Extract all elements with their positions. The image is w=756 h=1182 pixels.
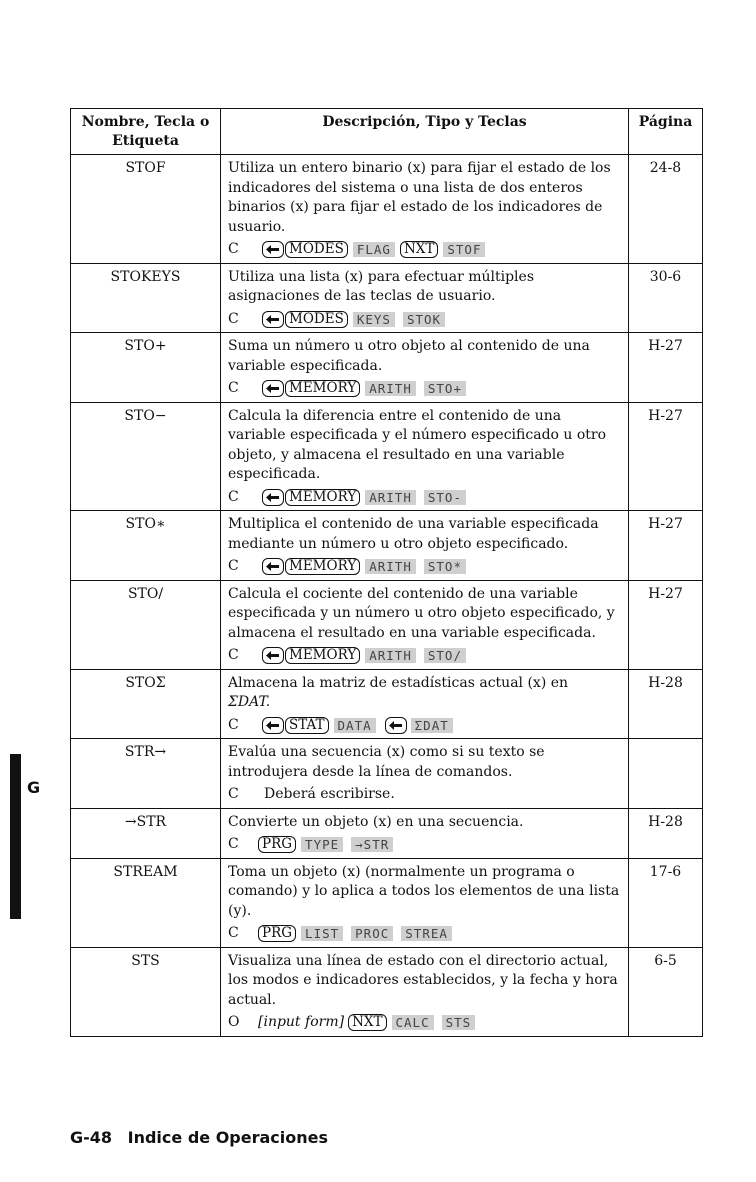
operation-description: Utiliza una lista (x) para efectuar múltiples asignaciones de las teclas de usuario.: [228, 268, 534, 304]
operation-description: Multiplica el contenido de una variable especificada mediante un número u otro objeto especificado.: [228, 516, 599, 552]
table-row: [71, 739, 703, 809]
operation-description-cell: [221, 947, 629, 1036]
operation-description-cell: [221, 580, 629, 669]
header-name: Nombre, Tecla o Etiqueta: [71, 109, 221, 155]
operation-name: STO+: [71, 333, 221, 403]
operation-description-cell: [221, 808, 629, 858]
operation-description-cell: [221, 402, 629, 511]
menu-softkey: ARITH: [365, 490, 416, 505]
operation-name: STO∗: [71, 511, 221, 581]
operation-name: STOΣ: [71, 669, 221, 739]
menu-softkey: ΣDAT: [411, 718, 453, 733]
page-reference: 30-6: [629, 263, 703, 333]
operation-description: Utiliza un entero binario (x) para fijar el estado de los indicadores del sistema o una lista de dos enteros binarios (x) para fijar el estado de los indicadores de usuario.: [228, 160, 611, 235]
left-shift-key-icon: [262, 311, 284, 328]
page-reference: H-27: [629, 402, 703, 511]
calculator-key: MEMORY: [285, 558, 360, 575]
calculator-key: STAT: [285, 717, 329, 734]
table-header-row: [71, 109, 703, 155]
left-shift-key-icon: [262, 380, 284, 397]
menu-softkey: STREA: [401, 926, 452, 941]
page-reference: H-27: [629, 333, 703, 403]
operation-type: C: [228, 310, 239, 327]
operation-description-cell: [221, 155, 629, 264]
left-shift-key-icon: [262, 241, 284, 258]
operation-description-cell: [221, 333, 629, 403]
menu-softkey: ARITH: [365, 648, 416, 663]
operation-description: Suma un número u otro objeto al contenido de una variable especificada.: [228, 338, 590, 374]
menu-softkey: STOF: [443, 242, 485, 257]
menu-softkey: TYPE: [301, 837, 343, 852]
operation-name: STREAM: [71, 858, 221, 947]
operation-note: Deberá escribirse.: [264, 786, 395, 802]
key-sequence: [228, 488, 621, 508]
header-page: Página: [629, 109, 703, 155]
table-row: [71, 402, 703, 511]
table-row: [71, 858, 703, 947]
input-form-label: [input form]: [258, 1014, 345, 1030]
operation-type: C: [228, 647, 239, 663]
key-sequence: [228, 310, 621, 330]
calculator-key: MODES: [285, 241, 348, 258]
page-footer: [70, 1128, 328, 1147]
left-shift-key-icon: [385, 717, 407, 734]
section-tab-letter: G: [27, 778, 41, 797]
table-row: [71, 669, 703, 739]
operations-table: [70, 108, 703, 1037]
left-shift-key-icon: [262, 717, 284, 734]
table-row: [71, 511, 703, 581]
calculator-key: NXT: [348, 1014, 386, 1031]
operation-description: Calcula el cociente del contenido de una variable especificada y un número u otro objeto especificado, y almacena el resultado en una variable especificada.: [228, 585, 615, 641]
menu-softkey: CALC: [392, 1015, 434, 1030]
menu-softkey: ARITH: [365, 559, 416, 574]
operation-name: STO/: [71, 580, 221, 669]
key-sequence: [228, 379, 621, 399]
key-sequence: [228, 924, 621, 944]
operation-description: Convierte un objeto (x) en una secuencia.: [228, 813, 524, 830]
footer-title: Indice de Operaciones: [127, 1128, 329, 1147]
menu-softkey: →STR: [351, 837, 393, 852]
calculator-key: PRG: [258, 925, 296, 942]
page-reference: H-27: [629, 511, 703, 581]
table-row: [71, 155, 703, 264]
menu-softkey: KEYS: [353, 312, 395, 327]
operation-type: C: [228, 380, 239, 396]
page-reference: [629, 739, 703, 809]
menu-softkey: LIST: [301, 926, 343, 941]
page-reference: H-28: [629, 669, 703, 739]
table-row: [71, 808, 703, 858]
operation-description: Calcula la diferencia entre el contenido de una variable especificada y el número especificado u otro objeto, y almacena el resultado en una variable especificada.: [228, 407, 607, 482]
operation-type: C: [228, 925, 239, 941]
operation-description-cell: [221, 858, 629, 947]
calculator-key: MEMORY: [285, 380, 360, 397]
operation-type: C: [228, 558, 239, 574]
key-sequence: [228, 1013, 621, 1033]
page-reference: H-27: [629, 580, 703, 669]
key-sequence: [228, 557, 621, 577]
table-row: [71, 333, 703, 403]
menu-softkey: STO/: [424, 648, 466, 663]
table-body: [71, 155, 703, 1037]
operation-type: C: [228, 716, 239, 733]
operation-description-cell: [221, 669, 629, 739]
section-tab-bar: [10, 754, 21, 919]
operation-description: Evalúa una secuencia (x) como si su texto se introdujera desde la línea de comandos.: [228, 744, 545, 780]
operation-type: C: [228, 488, 239, 505]
menu-softkey: PROC: [351, 926, 393, 941]
operation-description-cell: [221, 739, 629, 809]
page-reference: 6-5: [629, 947, 703, 1036]
table-row: [71, 263, 703, 333]
operation-name: STS: [71, 947, 221, 1036]
menu-softkey: DATA: [334, 718, 376, 733]
menu-softkey: STOK: [403, 312, 445, 327]
operation-name: STOKEYS: [71, 263, 221, 333]
left-shift-key-icon: [262, 558, 284, 575]
calculator-key: MEMORY: [285, 647, 360, 664]
calculator-key: NXT: [400, 241, 438, 258]
header-description: Descripción, Tipo y Teclas: [221, 109, 629, 155]
operation-name: STO−: [71, 402, 221, 511]
key-sequence: [228, 785, 621, 805]
key-sequence: [228, 646, 621, 666]
operation-name: →STR: [71, 808, 221, 858]
page-reference: H-28: [629, 808, 703, 858]
operation-type: C: [228, 836, 239, 852]
operation-type: C: [228, 786, 239, 802]
menu-softkey: STO*: [424, 559, 466, 574]
footer-page-number: G-48: [70, 1128, 113, 1147]
left-shift-key-icon: [262, 647, 284, 664]
menu-softkey: FLAG: [353, 242, 395, 257]
menu-softkey: STO+: [424, 381, 466, 396]
page-reference: 24-8: [629, 155, 703, 264]
description-variable: ΣDAT.: [228, 694, 271, 710]
menu-softkey: ARITH: [365, 381, 416, 396]
key-sequence: [228, 240, 621, 260]
operation-description: Visualiza una línea de estado con el directorio actual, los modos e indicadores establecidos, y la fecha y hora actual.: [228, 952, 618, 1008]
page-reference: 17-6: [629, 858, 703, 947]
key-sequence: [228, 835, 621, 855]
calculator-key: PRG: [258, 836, 296, 853]
calculator-key: MODES: [285, 311, 348, 328]
operation-description-cell: [221, 511, 629, 581]
left-shift-key-icon: [262, 489, 284, 506]
menu-softkey: STS: [442, 1015, 476, 1030]
table-row: [71, 947, 703, 1036]
operation-description-cell: [221, 263, 629, 333]
operation-type: O: [228, 1014, 240, 1030]
operation-type: C: [228, 241, 239, 257]
operation-name: STOF: [71, 155, 221, 264]
operation-description: Almacena la matriz de estadísticas actual (x) en: [228, 674, 569, 691]
operation-description: Toma un objeto (x) (normalmente un programa o comando) y lo aplica a todos los elementos de una lista (y).: [228, 863, 620, 919]
calculator-key: MEMORY: [285, 489, 360, 506]
operation-name: STR→: [71, 739, 221, 809]
menu-softkey: STO-: [424, 490, 466, 505]
key-sequence: [228, 716, 621, 736]
table-row: [71, 580, 703, 669]
